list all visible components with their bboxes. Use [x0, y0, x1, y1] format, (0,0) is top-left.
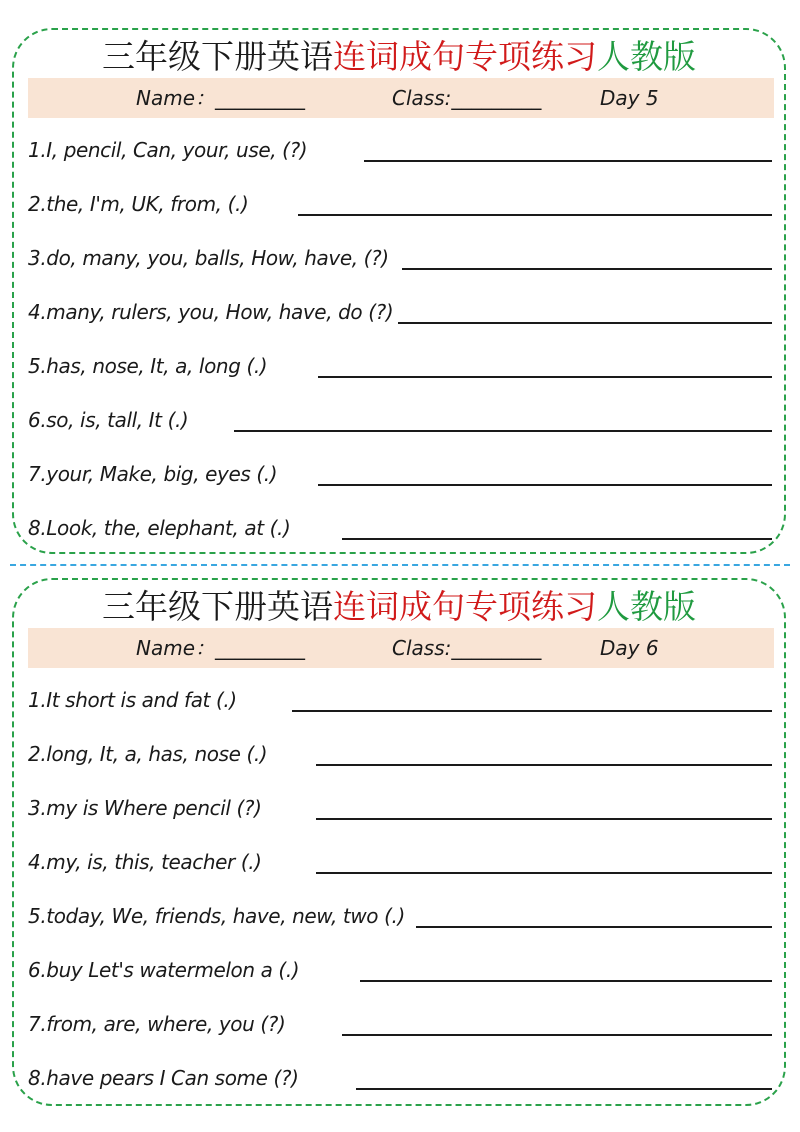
answer-line[interactable] [356, 1088, 772, 1090]
question-text: 2.the, I'm, UK, from, (.) [28, 192, 249, 216]
question-row [28, 336, 772, 390]
class-field-label: Class:_________ [392, 86, 542, 110]
question-text: 7.from, are, where, you (?) [28, 1012, 286, 1036]
question-text: 7.your, Make, big, eyes (.) [28, 462, 278, 486]
cut-divider [10, 564, 790, 566]
answer-line[interactable] [298, 214, 772, 216]
question-row [28, 1048, 772, 1102]
title-grade: 三年级下册英语 [102, 587, 333, 626]
question-row [28, 228, 772, 282]
answer-line[interactable] [316, 818, 772, 820]
day-label: Day 5 [600, 86, 659, 110]
title-topic: 连词成句专项练习 [333, 37, 597, 76]
question-text: 4.many, rulers, you, How, have, do (?) [28, 300, 394, 324]
question-row [28, 498, 772, 552]
question-text: 6.so, is, tall, It (.) [28, 408, 189, 432]
name-field-label: Name：_________ [136, 636, 306, 660]
class-field-label: Class:_________ [392, 636, 542, 660]
question-row [28, 994, 772, 1048]
question-text: 2.long, It, a, has, nose (.) [28, 742, 268, 766]
answer-line[interactable] [234, 430, 772, 432]
question-row [28, 282, 772, 336]
question-text: 6.buy Let's watermelon a (.) [28, 958, 300, 982]
question-text: 8.have pears I Can some (?) [28, 1066, 299, 1090]
name-field-label: Name：_________ [136, 86, 306, 110]
answer-line[interactable] [316, 872, 772, 874]
answer-line[interactable] [402, 268, 772, 270]
question-row [28, 670, 772, 724]
question-text: 4.my, is, this, teacher (.) [28, 850, 262, 874]
title-topic: 连词成句专项练习 [333, 587, 597, 626]
answer-line[interactable] [342, 538, 772, 540]
question-text: 1.It short is and fat (.) [28, 688, 237, 712]
question-text: 1.I, pencil, Can, your, use, (?) [28, 138, 308, 162]
worksheet-day-6 [12, 578, 786, 1106]
worksheet-title [14, 34, 784, 80]
title-edition: 人教版 [597, 37, 696, 76]
question-row [28, 174, 772, 228]
question-row [28, 390, 772, 444]
worksheet-day-5 [12, 28, 786, 554]
question-row [28, 444, 772, 498]
answer-line[interactable] [342, 1034, 772, 1036]
title-grade: 三年级下册英语 [102, 37, 333, 76]
question-row [28, 724, 772, 778]
answer-line[interactable] [318, 376, 772, 378]
question-text: 5.today, We, friends, have, new, two (.) [28, 904, 405, 928]
question-text: 5.has, nose, It, a, long (.) [28, 354, 268, 378]
student-info-bar [28, 78, 774, 118]
answer-line[interactable] [318, 484, 772, 486]
question-text: 3.do, many, you, balls, How, have, (?) [28, 246, 389, 270]
question-text: 3.my is Where pencil (?) [28, 796, 262, 820]
answer-line[interactable] [360, 980, 772, 982]
answer-line[interactable] [364, 160, 772, 162]
worksheet-title [14, 584, 784, 630]
answer-line[interactable] [316, 764, 772, 766]
student-info-bar [28, 628, 774, 668]
day-label: Day 6 [600, 636, 659, 660]
answer-line[interactable] [416, 926, 772, 928]
question-row [28, 120, 772, 174]
question-text: 8.Look, the, elephant, at (.) [28, 516, 291, 540]
answer-line[interactable] [292, 710, 772, 712]
question-row [28, 832, 772, 886]
answer-line[interactable] [398, 322, 772, 324]
title-edition: 人教版 [597, 587, 696, 626]
question-row [28, 940, 772, 994]
question-row [28, 778, 772, 832]
question-row [28, 886, 772, 940]
